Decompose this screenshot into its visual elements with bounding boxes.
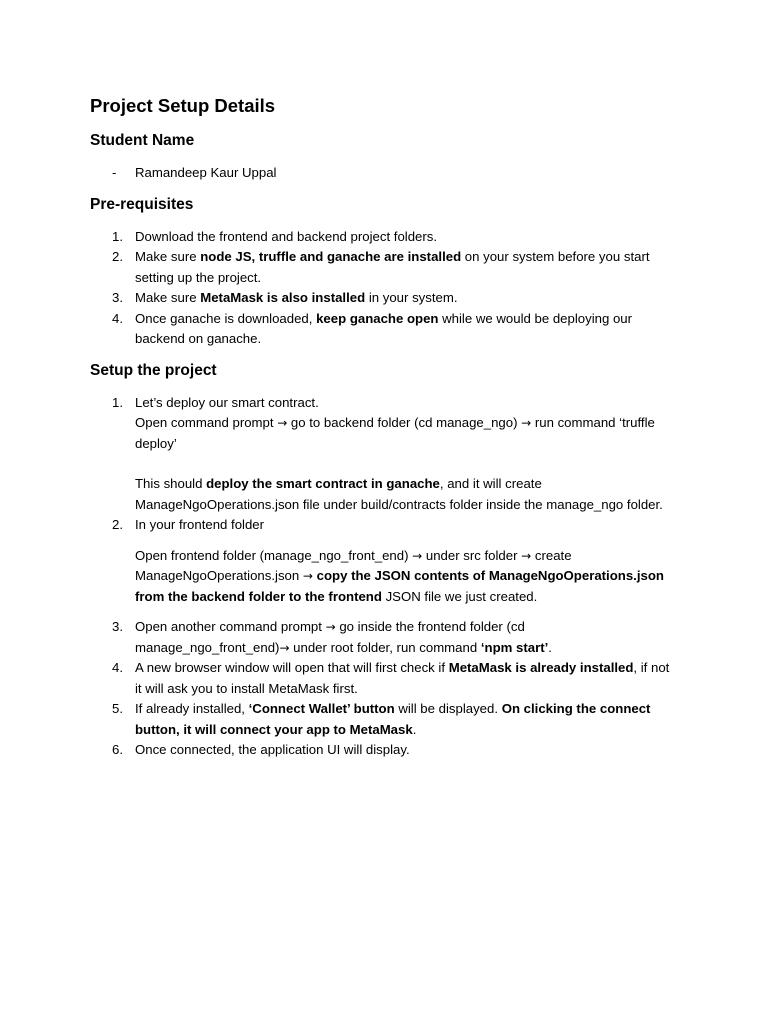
arrow-right-icon: → xyxy=(279,640,290,655)
setup-steps-list xyxy=(90,393,678,761)
setup-heading: Setup the project xyxy=(90,361,217,379)
item-number: 4. xyxy=(112,310,123,326)
step-bold-text: deploy the smart contract in ganache xyxy=(206,476,440,491)
step-command xyxy=(135,413,678,454)
prerequisites-heading: Pre-requisites xyxy=(90,195,194,213)
item-bold-text: keep ganache open xyxy=(316,310,439,326)
step-text: . xyxy=(548,639,552,655)
step-instructions xyxy=(135,546,678,608)
step-text: Once connected, the application UI will display. xyxy=(135,742,410,757)
item-number: 4. xyxy=(112,660,123,675)
item-number: 6. xyxy=(112,742,123,757)
step-text: . xyxy=(412,721,417,737)
arrow-right-icon: → xyxy=(325,620,336,634)
item-text: on your system before you start setting up the project. xyxy=(135,249,650,285)
item-text: Make sure xyxy=(135,249,201,264)
item-number: 3. xyxy=(112,619,123,634)
student-list xyxy=(90,163,678,184)
step-bold-text: copy the JSON contents of ManageNgoOperations.json from the backend folder to the frontend xyxy=(135,568,664,604)
step-text: run command ‘truffle deploy’ xyxy=(135,415,655,451)
step-result xyxy=(135,474,678,515)
step-text: go inside the frontend folder (cd manage_ngo_front_end) xyxy=(135,619,525,655)
list-item-step-4 xyxy=(90,658,678,699)
step-bold-text: MetaMask is already installed xyxy=(448,660,634,675)
item-text: in your system. xyxy=(365,290,458,305)
item-number: 3. xyxy=(112,290,123,305)
item-text: Make sure xyxy=(135,290,201,305)
step-text: create ManageNgoOperations.json xyxy=(135,547,572,583)
step-text: This should xyxy=(135,476,207,491)
arrow-right-icon: → xyxy=(521,548,532,563)
list-item xyxy=(90,309,678,350)
step-bold-text: ‘Connect Wallet’ button xyxy=(248,701,395,716)
bullet-dash: - xyxy=(112,165,117,180)
step-text: under src folder xyxy=(422,547,522,563)
step-text: Open command prompt xyxy=(135,415,278,430)
step-text: Open another command prompt xyxy=(135,619,326,634)
page-title: Project Setup Details xyxy=(90,95,276,116)
item-number: 5. xyxy=(112,701,123,716)
list-item xyxy=(90,288,678,309)
item-text: Once ganache is downloaded, xyxy=(135,310,317,326)
list-item-step-1 xyxy=(90,393,678,516)
list-item xyxy=(90,163,678,184)
step-bold-text: ‘npm start’ xyxy=(480,639,549,655)
list-item xyxy=(90,247,678,288)
item-number: 1. xyxy=(112,394,123,410)
list-item-step-2 xyxy=(90,515,678,617)
arrow-right-icon: → xyxy=(302,569,313,583)
student-name: Ramandeep Kaur Uppal xyxy=(135,165,277,180)
arrow-right-icon: → xyxy=(521,416,532,430)
list-item-step-5 xyxy=(90,699,678,740)
prerequisites-list xyxy=(90,227,678,350)
step-bold-text: On clicking the connect button, it will connect your app to MetaMask xyxy=(135,701,651,737)
step-intro: In your frontend folder xyxy=(135,517,265,532)
step-text: A new browser window will open that will first check if xyxy=(135,660,449,675)
list-item-step-3 xyxy=(90,617,678,658)
step-text: under root folder, run command xyxy=(289,639,481,655)
item-number: 1. xyxy=(112,228,123,244)
step-text: JSON file we just created. xyxy=(381,588,538,604)
item-number: 2. xyxy=(112,249,123,264)
arrow-right-icon: → xyxy=(277,416,288,430)
student-name-heading: Student Name xyxy=(90,132,195,149)
arrow-right-icon: → xyxy=(412,548,423,563)
list-item-step-6 xyxy=(90,740,678,761)
item-text: while we would be deploying our backend on ganache. xyxy=(135,310,633,346)
step-text: will be displayed. xyxy=(394,701,502,716)
step-text: , if not it will ask you to install MetaMask first. xyxy=(135,660,670,696)
step-text: Open frontend folder (manage_ngo_front_end) xyxy=(135,547,413,563)
step-text: If already installed, xyxy=(135,701,249,716)
item-number: 2. xyxy=(112,517,123,532)
item-bold-text: MetaMask is also installed xyxy=(200,290,366,305)
step-text: go to backend folder (cd manage_ngo) xyxy=(287,415,522,430)
step-intro: Let’s deploy our smart contract. xyxy=(135,394,319,410)
item-bold-text: node JS, truffle and ganache are installed xyxy=(200,249,462,264)
step-text: , and it will create ManageNgoOperations.json file under build/contracts folder inside the manage_ngo folder. xyxy=(135,476,663,512)
list-item xyxy=(90,227,678,248)
item-text: Download the frontend and backend project folders. xyxy=(135,228,438,244)
